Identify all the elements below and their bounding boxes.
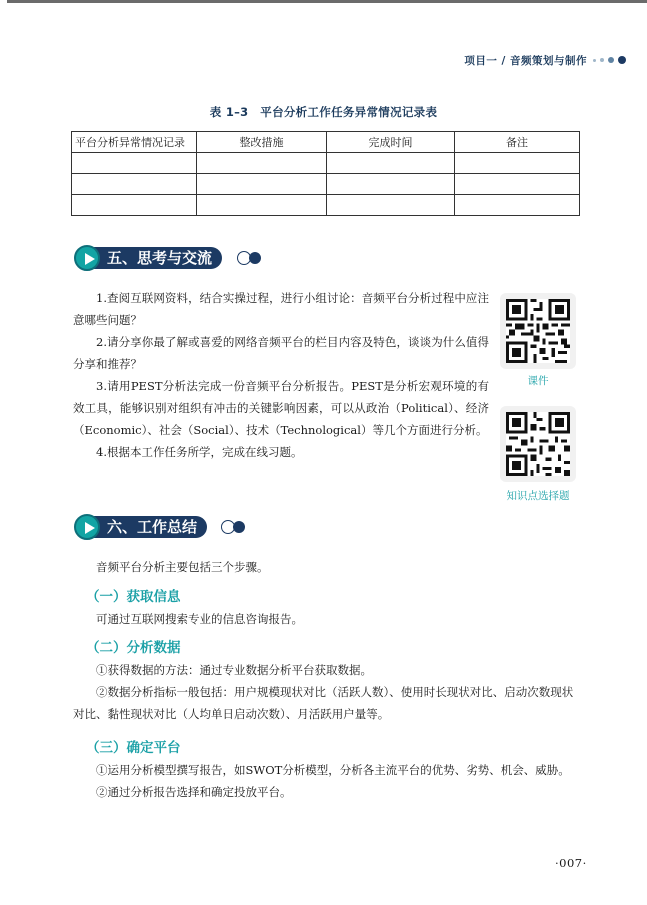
subheading-3: （三）确定平台 <box>86 740 181 756</box>
body-text: ②通过分析报告选择和确定投放平台。 <box>96 785 292 799</box>
table-cell <box>455 174 580 195</box>
intro-text: 音频平台分析主要包括三个步骤。 <box>96 560 269 574</box>
table-cell <box>197 153 327 174</box>
table-cell <box>327 195 455 216</box>
table-header-cell: 完成时间 <box>327 132 455 153</box>
table-row <box>72 153 580 174</box>
section-6-title: 六、工作总结 <box>87 516 207 538</box>
subheading-1: （一）获取信息 <box>86 589 181 605</box>
qr-code-icon <box>506 299 570 363</box>
play-icon <box>74 514 100 540</box>
section-5-body <box>73 287 489 463</box>
qr-code-icon <box>506 412 570 476</box>
play-icon <box>74 245 100 271</box>
header-dots <box>593 56 647 64</box>
discussion-item: 3.请用PEST分析法完成一份音频平台分析报告。PEST是分析宏观环境的有效工具，能够识别对组织有冲击的关键影响因素，可以从政治（Political）、经济（Economic）、社会（Social）、技术（Technological）等几个方面进行分析。 <box>73 379 489 437</box>
table-cell <box>72 195 197 216</box>
quiz-qr-code[interactable] <box>500 406 576 482</box>
table-cell <box>72 153 197 174</box>
subheading-2: （二）分析数据 <box>86 640 181 656</box>
sub1-body <box>73 608 583 630</box>
record-table <box>71 131 580 216</box>
summary-intro <box>73 556 583 578</box>
page-number: ·007· <box>555 856 587 870</box>
body-text: ①运用分析模型撰写报告，如SWOT分析模型，分析各主流平台的优势、劣势、机会、威胁。 <box>96 763 570 777</box>
sub3-body <box>73 759 583 803</box>
rings-icon <box>237 251 267 265</box>
table-cell <box>72 174 197 195</box>
courseware-caption: 课件 <box>527 375 549 387</box>
section-5-title: 五、思考与交流 <box>87 247 222 269</box>
table-row <box>72 195 580 216</box>
rings-icon <box>221 520 251 534</box>
courseware-qr-code[interactable] <box>500 293 576 369</box>
table-cell <box>327 153 455 174</box>
table-header-cell: 备注 <box>455 132 580 153</box>
table-row <box>72 174 580 195</box>
discussion-item: 1.查阅互联网资料，结合实操过程，进行小组讨论：音频平台分析过程中应注意哪些问题？ <box>73 291 489 327</box>
top-border <box>7 0 647 3</box>
body-text: ②数据分析指标一般包括：用户规模现状对比（活跃人数）、使用时长现状对比、启动次数现状对比、黏性现状对比（人均单日启动次数）、月活跃用户量等。 <box>73 685 574 721</box>
table-cell <box>455 195 580 216</box>
table-cell <box>197 195 327 216</box>
body-text: ①获得数据的方法：通过专业数据分析平台获取数据。 <box>96 663 372 677</box>
table-title: 表 1–3 平台分析工作任务异常情况记录表 <box>209 105 438 119</box>
table-header-cell: 整改措施 <box>197 132 327 153</box>
discussion-item: 2.请分享你最了解或喜爱的网络音频平台的栏目内容及特色，谈谈为什么值得分享和推荐？ <box>73 335 489 371</box>
discussion-item: 4.根据本工作任务所学，完成在线习题。 <box>96 445 303 459</box>
quiz-caption: 知识点选择题 <box>506 490 570 502</box>
table-cell <box>327 174 455 195</box>
table-cell <box>197 174 327 195</box>
sub2-body <box>73 659 583 725</box>
table-header-cell: 平台分析异常情况记录 <box>72 132 197 153</box>
table-cell <box>455 153 580 174</box>
body-text: 可通过互联网搜索专业的信息咨询报告。 <box>96 612 303 626</box>
running-header: 项目一 / 音频策划与制作 <box>464 55 587 67</box>
